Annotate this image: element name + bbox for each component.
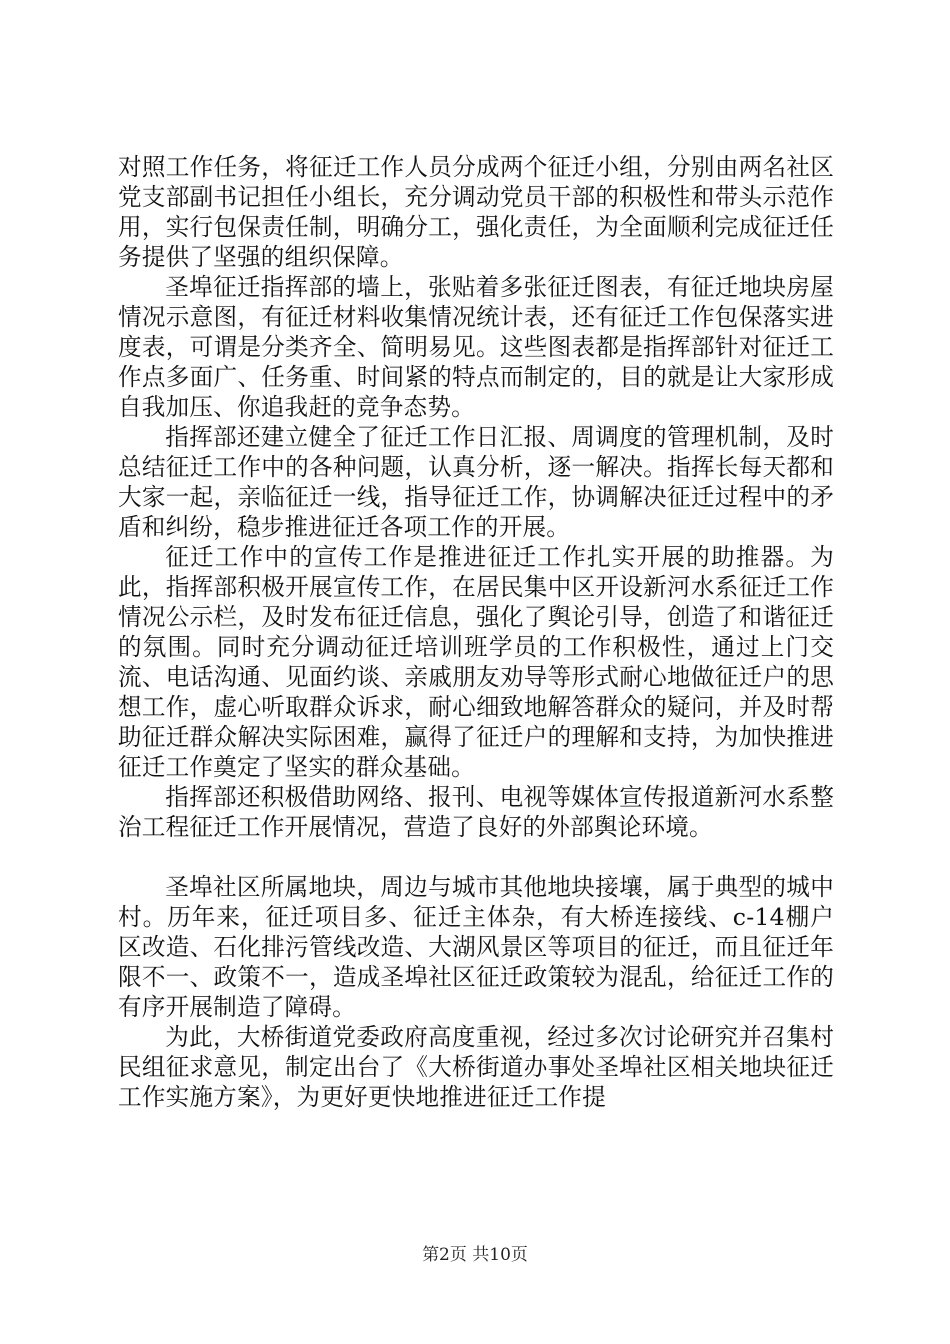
paragraph-3: 指挥部还建立健全了征迁工作日汇报、周调度的管理机制，及时总结征迁工作中的各种问题，认真分析，逐一解决。指挥长每天都和大家一起，亲临征迁一线，指导征迁工作，协调解决征迁过程中的矛盾和纠纷，稳步推进征迁各项工作的开展。 bbox=[118, 423, 834, 541]
page-number-footer: 第2页 共10页 bbox=[422, 1245, 528, 1265]
paragraph-1: 对照工作任务，将征迁工作人员分成两个征迁小组，分别由两名社区党支部副书记担任小组长，充分调动党员干部的积极性和带头示范作用，实行包保责任制，明确分工，强化责任，为全面顺利完成征迁任务提供了坚强的组织保障。 bbox=[118, 153, 834, 271]
paragraph-6: 圣埠社区所属地块，周边与城市其他地块接壤，属于典型的城中村。历年来，征迁项目多、征迁主体杂，有大桥连接线、c-14棚户区改造、石化排污管线改造、大湖风景区等项目的征迁，而且征迁年限不一、政策不一，造成圣埠社区征迁政策较为混乱，给征迁工作的有序开展制造了障碍。 bbox=[118, 873, 834, 1021]
paragraph-4: 征迁工作中的宣传工作是推进征迁工作扎实开展的助推器。为此，指挥部积极开展宣传工作，在居民集中区开设新河水系征迁工作情况公示栏，及时发布征迁信息，强化了舆论引导，创造了和谐征迁的氛围。同时充分调动征迁培训班学员的工作积极性，通过上门交流、电话沟通、见面约谈、亲戚朋友劝导等形式耐心地做征迁户的思想工作，虚心听取群众诉求，耐心细致地解答群众的疑问，并及时帮助征迁群众解决实际困难，赢得了征迁户的理解和支持，为加快推进征迁工作奠定了坚实的群众基础。 bbox=[118, 543, 834, 781]
paragraph-7: 为此，大桥街道党委政府高度重视，经过多次讨论研究并召集村民组征求意见，制定出台了《大桥街道办事处圣埠社区相关地块征迁工作实施方案》，为更好更快地推进征迁工作提 bbox=[118, 1023, 834, 1111]
paragraph-2: 圣埠征迁指挥部的墙上，张贴着多张征迁图表，有征迁地块房屋情况示意图，有征迁材料收集情况统计表，还有征迁工作包保落实进度表，可谓是分类齐全、简明易见。这些图表都是指挥部针对征迁工作点多面广、任务重、时间紧的特点而制定的，目的就是让大家形成自我加压、你追我赶的竞争态势。 bbox=[118, 273, 834, 421]
document-body bbox=[118, 152, 834, 1112]
paragraph-5: 指挥部还积极借助网络、报刊、电视等媒体宣传报道新河水系整治工程征迁工作开展情况，营造了良好的外部舆论环境。 bbox=[118, 783, 834, 841]
paragraph-gap bbox=[118, 842, 834, 872]
